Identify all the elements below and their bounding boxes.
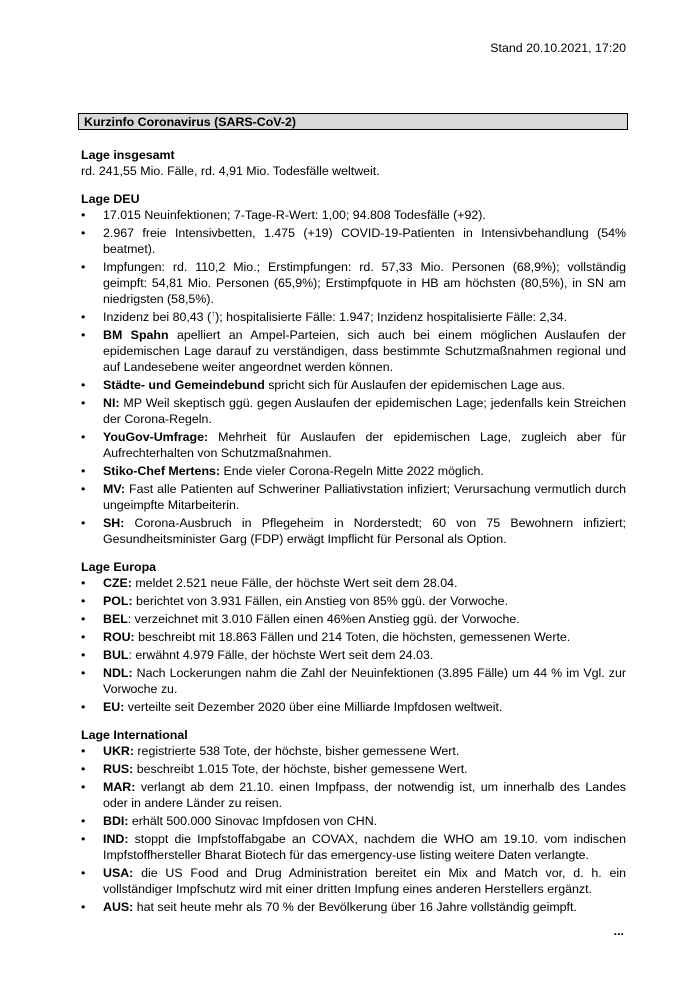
list-item: • 2.967 freie Intensivbetten, 1.475 (+19) COVID-19-Patienten in Intensivbehandlung (54% beatmet).: [81, 225, 626, 257]
bullet-list: [81, 207, 626, 547]
list-item: • EU: verteilte seit Dezember 2020 über eine Milliarde Impfdosen weltweit.: [81, 699, 626, 715]
arrow-up-icon: ↑: [211, 308, 216, 318]
section-lage-deu: [81, 191, 626, 547]
list-item: • AUS: hat seit heute mehr als 70 % der Bevölkerung über 16 Jahre vollständig geimpft.: [81, 899, 626, 915]
bullet-list: [81, 575, 626, 715]
section-lage-europa: [81, 559, 626, 715]
section-heading: Lage DEU: [81, 192, 140, 206]
list-item: • MV: Fast alle Patienten auf Schweriner Palliativstation infiziert; Verursachung vermutlich durch ungeimpfte Mitarbeiterin.: [81, 481, 626, 513]
list-item: • POL: berichtet von 3.931 Fällen, ein Anstieg von 85% ggü. der Vorwoche.: [81, 593, 626, 609]
continuation-marker: ...: [613, 924, 624, 938]
section-heading: Lage International: [81, 728, 188, 742]
section-heading: Lage insgesamt: [81, 148, 175, 162]
list-item: • NI: MP Weil skeptisch ggü. gegen Auslaufen der epidemischen Lage; jedenfalls kein Streichen der Corona-Regeln.: [81, 395, 626, 427]
title-banner: Kurzinfo Coronavirus (SARS-CoV-2): [78, 113, 628, 130]
timestamp: Stand 20.10.2021, 17:20: [490, 41, 626, 55]
list-item: • BM Spahn apelliert an Ampel-Parteien, sich auch bei einem möglichen Auslaufen der epidemischen Lage darauf zu verständigen, dass bestimmte Schutzmaßnahmen regional und auf Landesebene weiter angeordnet werden können.: [81, 327, 626, 375]
list-item: • SH: Corona-Ausbruch in Pflegeheim in Norderstedt; 60 von 75 Bewohnern infiziert; Gesundheitsminister Garg (FDP) erwägt Impflicht für Personal als Option.: [81, 515, 626, 547]
list-item: • Stiko-Chef Mertens: Ende vieler Corona-Regeln Mitte 2022 möglich.: [81, 463, 626, 479]
list-item: • UKR: registrierte 538 Tote, der höchste, bisher gemessene Wert.: [81, 743, 626, 759]
list-item: • BUL: erwähnt 4.979 Fälle, der höchste Wert seit dem 24.03.: [81, 647, 626, 663]
list-item: • 17.015 Neuinfektionen; 7-Tage-R-Wert: 1,00; 94.808 Todesfälle (+92).: [81, 207, 626, 223]
section-heading: Lage Europa: [81, 560, 157, 574]
list-item: • ROU: beschreibt mit 18.863 Fällen und 214 Toten, die höchsten, gemessenen Werte.: [81, 629, 626, 645]
list-item: • IND: stoppt die Impfstoffabgabe an COVAX, nachdem die WHO am 19.10. vom indischen Impfstoffhersteller Bharat Biotech für das emergency-use listing weitere Daten verlangte.: [81, 831, 626, 863]
list-item: • CZE: meldet 2.521 neue Fälle, der höchste Wert seit dem 28.04.: [81, 575, 626, 591]
section-lage-insgesamt: [81, 147, 626, 179]
section-text: rd. 241,55 Mio. Fälle, rd. 4,91 Mio. Todesfälle weltweit.: [81, 164, 380, 178]
list-item: • YouGov-Umfrage: Mehrheit für Auslaufen der epidemischen Lage, zugleich aber für Aufrechterhalten von Schutzmaßnahmen.: [81, 429, 626, 461]
bullet-list: [81, 743, 626, 915]
list-item: • RUS: beschreibt 1.015 Tote, der höchste, bisher gemessene Wert.: [81, 761, 626, 777]
list-item: • Impfungen: rd. 110,2 Mio.; Erstimpfungen: rd. 57,33 Mio. Personen (68,9%); vollständig geimpft: 54,81 Mio. Personen (65,9%); Erstimpfquote in HB am höchsten (80,5%), in SN am niedrigsten (58,5%).: [81, 259, 626, 307]
list-item: • NDL: Nach Lockerungen nahm die Zahl der Neuinfektionen (3.895 Fälle) um 44 % im Vgl. zur Vorwoche zu.: [81, 665, 626, 697]
list-item: • Städte- und Gemeindebund spricht sich für Auslaufen der epidemischen Lage aus.: [81, 377, 626, 393]
content: [81, 147, 626, 927]
list-item: • Inzidenz bei 80,43 (↑); hospitalisierte Fälle: 1.947; Inzidenz hospitalisierte Fälle: 2,34.: [81, 309, 626, 325]
list-item: • MAR: verlangt ab dem 21.10. einen Impfpass, der notwendig ist, um innerhalb des Landes oder in andere Länder zu reisen.: [81, 779, 626, 811]
list-item: • BEL: verzeichnet mit 3.010 Fällen einen 46%en Anstieg ggü. der Vorwoche.: [81, 611, 626, 627]
list-item: • BDI: erhält 500.000 Sinovac Impfdosen von CHN.: [81, 813, 626, 829]
list-item: • USA: die US Food and Drug Administration bereitet ein Mix and Match vor, d. h. ein vollständiger Impfschutz wird mit einer dritten Impfung eines anderen Herstellers ergänzt.: [81, 865, 626, 897]
section-lage-international: [81, 727, 626, 915]
